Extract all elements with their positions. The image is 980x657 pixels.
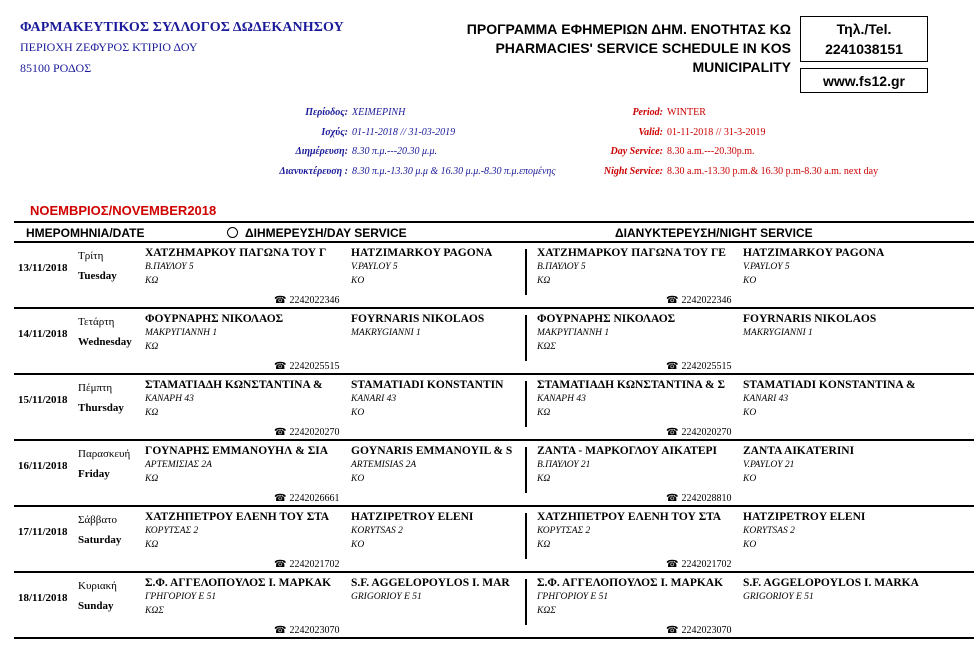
- pharmacy-address: Β.ΠΑΥΛΟΥ 5: [537, 262, 586, 272]
- pharmacy-name: Σ.Φ. ΑΓΓΕΛΟΠΟΥΛΟΣ Ι. ΜΑΡΚΑΚ: [537, 577, 724, 589]
- phone-number: 2242026661: [289, 493, 340, 504]
- pharmacy-address: ΓΡΗΓΟΡΙΟΥ Ε 51: [537, 592, 609, 602]
- period-label: Διανυκτέρευση :: [279, 165, 348, 177]
- night-pharmacy-phone: [666, 625, 731, 636]
- period-label: Διημέρευση:: [295, 146, 348, 157]
- row-weekday-english: Wednesday: [78, 336, 132, 348]
- phone-number: 2242021702: [289, 559, 340, 570]
- phone-number: 2242020270: [289, 427, 340, 438]
- pharmacy-address: ΑΡΤΕΜΙΣΙΑΣ 2Α: [145, 460, 212, 470]
- pharmacy-address: ΚΑΝΑΡΗ 43: [537, 394, 586, 404]
- day-pharmacy-english: [351, 445, 556, 484]
- row-weekday-english: Saturday: [78, 534, 122, 546]
- telephone-icon: ☎: [274, 295, 287, 306]
- row-date: 15/11/2018: [18, 394, 68, 406]
- telephone-icon: ☎: [274, 493, 287, 504]
- night-pharmacy-english: [743, 313, 948, 342]
- pharmacy-name: ΧΑΤΖΗΠΕΤΡΟΥ ΕΛΕΝΗ ΤΟΥ ΣΤΑ: [537, 511, 722, 523]
- circle-icon: [227, 227, 238, 238]
- night-pharmacy-phone: [666, 427, 731, 438]
- day-row: [14, 441, 974, 507]
- row-weekday-english: Friday: [78, 468, 110, 480]
- telephone-icon: ☎: [666, 295, 679, 306]
- row-weekday-english: Tuesday: [78, 270, 117, 282]
- row-weekday-english: Thursday: [78, 402, 124, 414]
- pharmacy-name: ΧΑΤΖΗΠΕΤΡΟΥ ΕΛΕΝΗ ΤΟΥ ΣΤΑ: [145, 511, 330, 523]
- pharmacy-name: ΓΟΥΝΑΡΗΣ ΕΜΜΑΝΟΥΗΛ & ΣΙΑ: [145, 445, 329, 457]
- phone-number: 2242025515: [289, 361, 340, 372]
- column-night-service: ΔΙΑΝΥΚΤΕΡΕΥΣΗ/NIGHT SERVICE: [615, 226, 813, 240]
- telephone-icon: ☎: [666, 559, 679, 570]
- pharmacy-address: ΜΑΚΡΥΓΙΑΝΝΗ 1: [145, 328, 218, 338]
- pharmacy-city: ΚΩΣ: [145, 606, 164, 616]
- pharmacy-name: HATZIPETROY ELENI: [743, 511, 866, 523]
- pharmacy-city: ΚΩ: [145, 408, 159, 418]
- period-value: 8.30 a.m.-13.30 p.m.& 16.30 p.m-8.30 a.m. next day: [667, 165, 879, 177]
- day-pharmacy-english: [351, 379, 556, 418]
- phone-number: 2242023070: [289, 625, 340, 636]
- pharmacy-city: ΚΩ: [537, 540, 551, 550]
- phone-number: 2242022346: [289, 295, 340, 306]
- period-label: Ισχύς:: [321, 126, 348, 138]
- pharmacy-address: Β.ΠΑΥΛΟΥ 21: [537, 460, 591, 470]
- phone-number: 2242021702: [681, 559, 732, 570]
- day-row: [14, 309, 974, 375]
- day-pharmacy-english: [351, 511, 556, 550]
- pharmacy-address: V.PAYLOY 5: [743, 262, 790, 272]
- period-info-english: [560, 103, 878, 181]
- day-pharmacy-greek: [145, 577, 350, 616]
- telephone-icon: ☎: [274, 625, 287, 636]
- day-pharmacy-phone: [274, 493, 339, 504]
- pharmacy-name: ΧΑΤΖΗΜΑΡΚΟΥ ΠΑΓΩΝΑ ΤΟΥ ΓΕ: [537, 247, 726, 259]
- day-row: [14, 375, 974, 441]
- night-pharmacy-english: [743, 511, 948, 550]
- pharmacy-city: ΚΩ: [537, 408, 551, 418]
- night-pharmacy-greek: [537, 247, 742, 286]
- pharmacy-address: V.PAYLOY 21: [743, 460, 795, 470]
- org-address: ΠΕΡΙΟΧΗ ΖΕΦΥΡΟΣ ΚΤΙΡΙΟ ΔΟΥ: [20, 40, 198, 54]
- row-date: 14/11/2018: [18, 328, 68, 340]
- period-value: 8.30 a.m.---20.30p.m.: [667, 146, 755, 157]
- period-value: 01-11-2018 // 31-03-2019: [352, 126, 456, 138]
- period-label: Period:: [632, 107, 663, 118]
- pharmacy-name: ΦΟΥΡΝΑΡΗΣ ΝΙΚΟΛΑΟΣ: [537, 313, 676, 325]
- pharmacy-city: KO: [351, 276, 365, 286]
- pharmacy-address: ARTEMISIAS 2A: [351, 460, 417, 470]
- period-label: Night Service:: [603, 165, 663, 177]
- period-value: 8.30 π.μ.-13.30 μ.μ & 16.30 μ.μ.-8.30 π.μ.επομένης: [352, 165, 556, 177]
- pharmacy-address: KANARI 43: [351, 394, 397, 404]
- pharmacy-name: ΖΑΝΤΑ - ΜΑΡΚΟΓΛΟΥ ΑΙΚΑΤΕΡΙ: [537, 445, 717, 457]
- night-pharmacy-english: [743, 445, 948, 484]
- org-zip: 85100 ΡΟΔΟΣ: [20, 61, 92, 75]
- period-row: [220, 142, 555, 162]
- pharmacy-name: ZANTA AIKATERINI: [743, 445, 855, 457]
- table-header: [14, 221, 974, 243]
- pharmacy-city: ΚΩ: [537, 276, 551, 286]
- day-pharmacy-english: [351, 247, 556, 286]
- pharmacy-city: ΚΩΣ: [537, 342, 556, 352]
- night-pharmacy-greek: [537, 511, 742, 550]
- pharmacy-name: S.F. AGGELOPOYLOS I. MAR: [351, 577, 510, 589]
- night-pharmacy-phone: [666, 559, 731, 570]
- day-pharmacy-phone: [274, 295, 339, 306]
- telephone-icon: ☎: [666, 427, 679, 438]
- day-row: [14, 573, 974, 639]
- row-date: 18/11/2018: [18, 592, 68, 604]
- period-value: ΧΕΙΜΕΡΙΝΗ: [352, 107, 406, 118]
- pharmacy-name: ΣΤΑΜΑΤΙΑΔΗ ΚΩΝΣΤΑΝΤΙΝΑ &: [145, 379, 323, 391]
- day-pharmacy-english: [351, 577, 556, 606]
- org-name: ΦΑΡΜΑΚΕΥΤΙΚΟΣ ΣΥΛΛΟΓΟΣ ΔΩΔΕΚΑΝΗΣΟΥ: [20, 20, 344, 35]
- pharmacy-city: ΚΩΣ: [537, 606, 556, 616]
- website-link[interactable]: www.fs12.gr: [823, 73, 905, 89]
- title-english-2: MUNICIPALITY: [692, 59, 791, 75]
- pharmacy-city: KO: [351, 474, 365, 484]
- period-value: 01-11-2018 // 31-3-2019: [667, 126, 766, 138]
- day-pharmacy-greek: [145, 247, 350, 286]
- pharmacy-address: ΚΟΡΥΤΣΑΣ 2: [537, 526, 591, 536]
- night-pharmacy-phone: [666, 493, 731, 504]
- period-row: [220, 162, 555, 182]
- night-pharmacy-greek: [537, 577, 742, 616]
- pharmacy-city: KO: [743, 408, 757, 418]
- pharmacy-name: S.F. AGGELOPOYLOS I. MARKA: [743, 577, 919, 589]
- phone-number: 2242025515: [681, 361, 732, 372]
- pharmacy-address: ΚΟΡΥΤΣΑΣ 2: [145, 526, 199, 536]
- period-row: [560, 103, 878, 123]
- period-label: Day Service:: [610, 146, 663, 157]
- night-pharmacy-english: [743, 379, 948, 418]
- row-weekday-english: Sunday: [78, 600, 114, 612]
- pharmacy-name: HATZIMARKOY PAGONA: [743, 247, 885, 259]
- period-row: [220, 103, 555, 123]
- row-weekday-greek: Τρίτη: [78, 250, 104, 262]
- day-pharmacy-greek: [145, 379, 350, 418]
- night-pharmacy-english: [743, 247, 948, 286]
- telephone-box: [800, 16, 928, 62]
- row-weekday-greek: Κυριακή: [78, 580, 117, 592]
- tel-label: Τηλ./Tel.: [836, 21, 892, 37]
- pharmacy-address: MAKRYGIANNI 1: [743, 328, 813, 338]
- period-info-greek: [220, 103, 555, 181]
- day-pharmacy-phone: [274, 427, 339, 438]
- day-row: [14, 507, 974, 573]
- telephone-icon: ☎: [274, 559, 287, 570]
- pharmacy-city: KO: [351, 408, 365, 418]
- pharmacy-name: ΦΟΥΡΝΑΡΗΣ ΝΙΚΟΛΑΟΣ: [145, 313, 284, 325]
- night-pharmacy-greek: [537, 379, 742, 418]
- month-heading: ΝΟΕΜΒΡΙΟΣ/NOVEMBER2018: [30, 203, 217, 218]
- pharmacy-name: ΣΤΑΜΑΤΙΑΔΗ ΚΩΝΣΤΑΝΤΙΝΑ & Σ: [537, 379, 726, 391]
- day-pharmacy-english: [351, 313, 556, 342]
- website-box: [800, 68, 928, 93]
- night-pharmacy-phone: [666, 361, 731, 372]
- pharmacy-city: ΚΩ: [145, 540, 159, 550]
- telephone-icon: ☎: [666, 493, 679, 504]
- pharmacy-address: KORYTSAS 2: [743, 526, 795, 536]
- pharmacy-name: Σ.Φ. ΑΓΓΕΛΟΠΟΥΛΟΣ Ι. ΜΑΡΚΑΚ: [145, 577, 332, 589]
- row-weekday-greek: Παρασκευή: [78, 448, 131, 460]
- pharmacy-name: HATZIPETROY ELENI: [351, 511, 474, 523]
- organization-header: [20, 20, 344, 76]
- pharmacy-address: ΚΑΝΑΡΗ 43: [145, 394, 194, 404]
- pharmacy-address: ΓΡΗΓΟΡΙΟΥ Ε 51: [145, 592, 217, 602]
- pharmacy-name: STAMATIADI KONSTANTIN: [351, 379, 504, 391]
- period-row: [560, 162, 878, 182]
- pharmacy-address: V.PAYLOY 5: [351, 262, 398, 272]
- period-value: WINTER: [667, 107, 706, 118]
- row-date: 17/11/2018: [18, 526, 68, 538]
- night-pharmacy-english: [743, 577, 948, 606]
- telephone-icon: ☎: [274, 361, 287, 372]
- title-greek: ΠΡΟΓΡΑΜΜΑ ΕΦΗΜΕΡΙΩΝ ΔΗΜ. ΕΝΟΤΗΤΑΣ ΚΩ: [466, 21, 791, 37]
- pharmacy-city: ΚΩ: [537, 474, 551, 484]
- pharmacy-name: ΧΑΤΖΗΜΑΡΚΟΥ ΠΑΓΩΝΑ ΤΟΥ Γ: [145, 247, 327, 259]
- day-pharmacy-phone: [274, 361, 339, 372]
- pharmacy-address: MAKRYGIANNI 1: [351, 328, 421, 338]
- telephone-icon: ☎: [666, 361, 679, 372]
- day-pharmacy-phone: [274, 559, 339, 570]
- period-row: [560, 123, 878, 143]
- phone-number: 2242023070: [681, 625, 732, 636]
- pharmacy-address: KANARI 43: [743, 394, 789, 404]
- row-date: 16/11/2018: [18, 460, 68, 472]
- pharmacy-city: ΚΩ: [145, 474, 159, 484]
- title-english-1: PHARMACIES' SERVICE SCHEDULE IN KOS: [495, 40, 791, 56]
- pharmacy-city: KO: [351, 540, 365, 550]
- column-date: ΗΜΕΡΟΜΗΝΙΑ/DATE: [26, 226, 145, 240]
- day-pharmacy-phone: [274, 625, 339, 636]
- pharmacy-name: STAMATIADI KONSTANTINA &: [743, 379, 916, 391]
- period-label: Περίοδος:: [305, 107, 348, 118]
- pharmacy-name: FOYRNARIS NIKOLAOS: [351, 313, 485, 325]
- pharmacy-name: GOYNARIS EMMANOYIL & S: [351, 445, 513, 457]
- pharmacy-city: KO: [743, 540, 757, 550]
- document-title: [415, 20, 791, 77]
- pharmacy-address: Β.ΠΑΥΛΟΥ 5: [145, 262, 194, 272]
- row-date: 13/11/2018: [18, 262, 68, 274]
- pharmacy-address: GRIGORIOY E 51: [351, 592, 422, 602]
- phone-number: 2242020270: [681, 427, 732, 438]
- period-row: [560, 142, 878, 162]
- pharmacy-address: GRIGORIOY E 51: [743, 592, 814, 602]
- pharmacy-city: ΚΩ: [145, 342, 159, 352]
- day-row: [14, 243, 974, 309]
- row-weekday-greek: Σάββατο: [78, 514, 118, 526]
- telephone-icon: ☎: [274, 427, 287, 438]
- day-pharmacy-greek: [145, 313, 350, 352]
- row-weekday-greek: Τετάρτη: [78, 316, 115, 328]
- night-pharmacy-greek: [537, 445, 742, 484]
- pharmacy-name: HATZIMARKOY PAGONA: [351, 247, 493, 259]
- day-pharmacy-greek: [145, 445, 350, 484]
- night-pharmacy-phone: [666, 295, 731, 306]
- tel-number: 2241038151: [825, 41, 903, 57]
- column-day-service: ΔΙΗΜΕΡΕΥΣΗ/DAY SERVICE: [245, 226, 407, 240]
- night-pharmacy-greek: [537, 313, 742, 352]
- phone-number: 2242022346: [681, 295, 732, 306]
- period-value: 8.30 π.μ.---20.30 μ.μ.: [352, 146, 438, 157]
- pharmacy-address: ΜΑΚΡΥΓΙΑΝΝΗ 1: [537, 328, 610, 338]
- phone-number: 2242028810: [681, 493, 732, 504]
- pharmacy-address: KORYTSAS 2: [351, 526, 403, 536]
- pharmacy-city: KO: [743, 276, 757, 286]
- period-row: [220, 123, 555, 143]
- pharmacy-city: ΚΩ: [145, 276, 159, 286]
- telephone-icon: ☎: [666, 625, 679, 636]
- pharmacy-name: FOYRNARIS NIKOLAOS: [743, 313, 877, 325]
- period-label: Valid:: [638, 126, 663, 138]
- row-weekday-greek: Πέμπτη: [78, 382, 113, 394]
- day-pharmacy-greek: [145, 511, 350, 550]
- pharmacy-city: KO: [743, 474, 757, 484]
